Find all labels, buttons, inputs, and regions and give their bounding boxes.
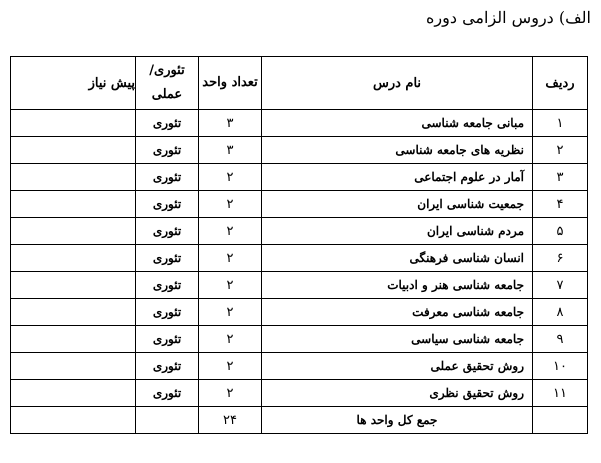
prerequisite-cell	[11, 299, 136, 326]
row-number-cell: ۱	[533, 110, 588, 137]
table-row	[11, 164, 588, 191]
type-cell: تئوری	[136, 272, 199, 299]
header-type: تئوری/ عملی	[136, 57, 199, 110]
course-name-cell: جمعیت شناسی ایران	[262, 191, 533, 218]
course-name-cell: جامعه شناسی معرفت	[262, 299, 533, 326]
units-cell: ۳	[199, 137, 262, 164]
header-row-number: ردیف	[533, 57, 588, 110]
type-cell: تئوری	[136, 110, 199, 137]
row-number-cell: ۱۰	[533, 353, 588, 380]
prerequisite-cell	[11, 245, 136, 272]
course-name-cell: جامعه شناسی سیاسی	[262, 326, 533, 353]
course-name-cell: مبانی جامعه شناسی	[262, 110, 533, 137]
prerequisite-cell	[11, 353, 136, 380]
section-title: الف) دروس الزامی دوره	[426, 8, 591, 27]
type-cell: تئوری	[136, 191, 199, 218]
row-number-cell: ۵	[533, 218, 588, 245]
table-row	[11, 137, 588, 164]
course-name-cell: انسان شناسی فرهنگی	[262, 245, 533, 272]
total-units: ۲۴	[199, 407, 262, 434]
prerequisite-cell	[11, 191, 136, 218]
prerequisite-cell	[11, 110, 136, 137]
total-empty-cell	[533, 407, 588, 434]
type-cell: تئوری	[136, 299, 199, 326]
row-number-cell: ۸	[533, 299, 588, 326]
table-row	[11, 326, 588, 353]
total-row	[11, 407, 588, 434]
prerequisite-cell	[11, 380, 136, 407]
units-cell: ۲	[199, 326, 262, 353]
table-row	[11, 380, 588, 407]
table-row	[11, 272, 588, 299]
prerequisite-cell	[11, 326, 136, 353]
units-cell: ۳	[199, 110, 262, 137]
row-number-cell: ۷	[533, 272, 588, 299]
table-row	[11, 245, 588, 272]
units-cell: ۲	[199, 353, 262, 380]
type-cell: تئوری	[136, 245, 199, 272]
row-number-cell: ۶	[533, 245, 588, 272]
units-cell: ۲	[199, 191, 262, 218]
row-number-cell: ۲	[533, 137, 588, 164]
prerequisite-cell	[11, 164, 136, 191]
total-type-empty	[136, 407, 199, 434]
course-name-cell: نظریه های جامعه شناسی	[262, 137, 533, 164]
prerequisite-cell	[11, 272, 136, 299]
table-row	[11, 299, 588, 326]
prerequisite-cell	[11, 218, 136, 245]
row-number-cell: ۳	[533, 164, 588, 191]
course-name-cell: مردم شناسی ایران	[262, 218, 533, 245]
units-cell: ۲	[199, 380, 262, 407]
header-course-name: نام درس	[262, 57, 533, 110]
type-cell: تئوری	[136, 380, 199, 407]
header-prerequisite: پیش نیاز	[11, 57, 136, 110]
type-cell: تئوری	[136, 137, 199, 164]
units-cell: ۲	[199, 272, 262, 299]
table-row	[11, 353, 588, 380]
type-cell: تئوری	[136, 164, 199, 191]
units-cell: ۲	[199, 245, 262, 272]
courses-table	[10, 56, 588, 434]
table-body	[11, 110, 588, 407]
row-number-cell: ۴	[533, 191, 588, 218]
course-name-cell: روش تحقیق عملی	[262, 353, 533, 380]
header-units: تعداد واحد	[199, 57, 262, 110]
table-row	[11, 191, 588, 218]
units-cell: ۲	[199, 299, 262, 326]
table-row	[11, 110, 588, 137]
row-number-cell: ۹	[533, 326, 588, 353]
type-cell: تئوری	[136, 218, 199, 245]
course-name-cell: روش تحقیق نظری	[262, 380, 533, 407]
units-cell: ۲	[199, 164, 262, 191]
units-cell: ۲	[199, 218, 262, 245]
course-name-cell: جامعه شناسی هنر و ادبیات	[262, 272, 533, 299]
prerequisite-cell	[11, 137, 136, 164]
type-cell: تئوری	[136, 326, 199, 353]
row-number-cell: ۱۱	[533, 380, 588, 407]
total-prereq-empty	[11, 407, 136, 434]
course-name-cell: آمار در علوم اجتماعی	[262, 164, 533, 191]
table-row	[11, 218, 588, 245]
total-label: جمع کل واحد ها	[262, 407, 533, 434]
type-cell: تئوری	[136, 353, 199, 380]
table-header-row	[11, 57, 588, 110]
